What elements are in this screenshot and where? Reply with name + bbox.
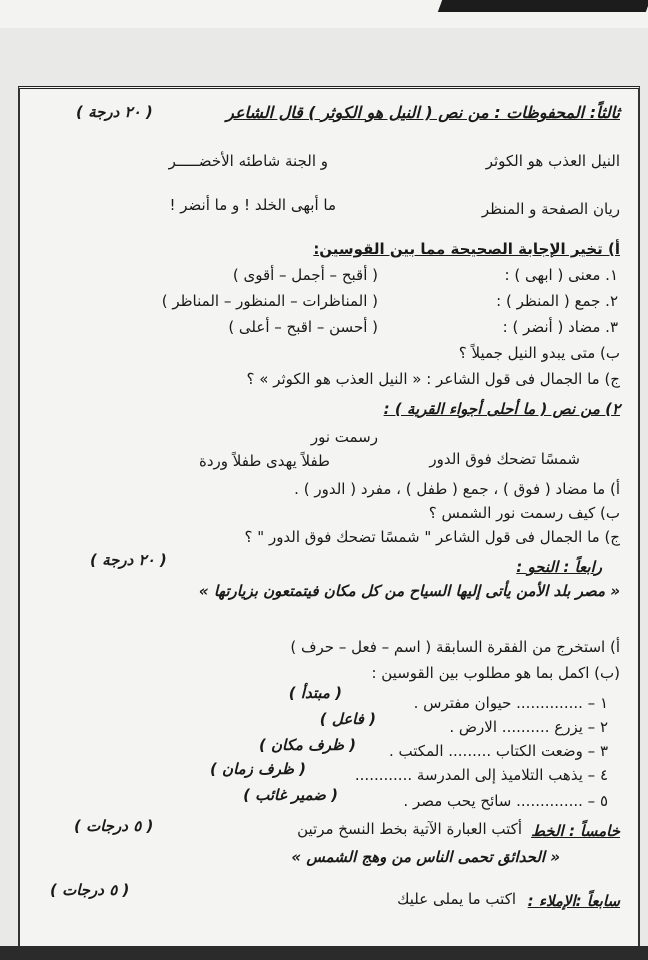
section3-question-c: ج) ما الجمال فى قول الشاعر : « النيل العذب هو الكوثر » ؟ xyxy=(246,370,620,388)
verse1-left: و الجنة شاطئه الأخضـــــر xyxy=(168,152,328,170)
s4-item5-hint: ( ضمير غائب ) xyxy=(243,786,338,804)
section3-question-a: أ) تخير الإجابة الصحيحة مما بين القوسين: xyxy=(313,240,620,258)
section3-question-b: ب) متى يبدو النيل جميلاً ؟ xyxy=(458,344,620,362)
s3-item2-question: ٢. جمع ( المنظر ) : xyxy=(496,292,618,310)
section6-title: سابعاً :الإملاء : xyxy=(527,892,620,910)
section3-title: ثالثاً: المحفوظات : من نص ( النيل هو الكوثر ) قال الشاعر xyxy=(226,103,620,122)
section5-points: ( ٥ درجات ) xyxy=(74,817,154,835)
exam-sheet xyxy=(18,86,640,949)
section5-instruction: أكتب العبارة الآتية بخط النسخ مرتين xyxy=(297,820,522,838)
part2-question-b: ب) كيف رسمت نور الشمس ؟ xyxy=(428,504,620,522)
part2-verse-right: شمسًا تضحك فوق الدور xyxy=(429,450,580,468)
part2-verse-left: طفلاً يهدى طفلاً وردة xyxy=(199,452,330,470)
s4-item3-hint: ( ظرف مكان ) xyxy=(258,736,356,754)
part2-title: ٢) من نص ( ما أحلى أجواء القرية ) : xyxy=(383,400,620,418)
section4-question-a: أ) استخرج من الفقرة السابقة ( اسم – فعل – حرف ) xyxy=(290,638,620,656)
s3-item2-options: ( المناظرات – المنظور – المناظر ) xyxy=(161,292,378,310)
section5-phrase: « الحدائق تحمى الناس من وهج الشمس » xyxy=(291,848,560,866)
section4-passage: « مصر بلد الأمن يأتى إليها السياح من كل مكان فيتمتعون بزيارتها » xyxy=(198,582,620,600)
section6-points: ( ٥ درجات ) xyxy=(50,881,130,899)
section4-title: رابعاً : النحو : xyxy=(516,558,602,576)
verse1-right: النيل العذب هو الكوثر xyxy=(485,152,620,170)
s4-item2-hint: ( فاعل ) xyxy=(319,710,376,728)
verse2-right: ريان الصفحة و المنظر xyxy=(481,200,620,218)
s4-item1-question: ١ – .............. حيوان مفترس . xyxy=(413,694,608,712)
s4-item3-question: ٣ – وضعت الكتاب ......... المكتب . xyxy=(389,742,608,760)
s3-item3-question: ٣. مضاد ( أنضر ) : xyxy=(502,318,618,336)
part2-question-c: ج) ما الجمال فى قول الشاعر " شمسًا تضحك فوق الدور " ؟ xyxy=(244,528,620,546)
section4-points: ( ٢٠ درجة ) xyxy=(90,551,167,569)
s4-item2-question: ٢ – يزرع .......... الارض . xyxy=(449,718,608,736)
verse2-left: ما أبهى الخلد ! و ما أنضر ! xyxy=(169,196,336,214)
s3-item3-options: ( أحسن – اقبح – أعلى ) xyxy=(228,318,378,336)
section5-title: خامساً : الخط xyxy=(531,822,620,840)
s3-item1-options: ( أقبح – أجمل – أقوى ) xyxy=(232,266,378,284)
s4-item4-hint: ( ظرف زمان ) xyxy=(209,760,306,778)
section6-instruction: اكتب ما يملى عليك xyxy=(397,890,516,908)
bottom-edge xyxy=(0,946,648,960)
s3-item1-question: ١. معنى ( ابهى ) : xyxy=(504,266,618,284)
top-dark-edge xyxy=(438,0,648,12)
part2-question-a: أ) ما مضاد ( فوق ) ، جمع ( طفل ) ، مفرد ( الدور ) . xyxy=(294,480,620,498)
s4-item5-question: ٥ – .............. سائح يحب مصر . xyxy=(403,792,608,810)
s4-item1-hint: ( مبتدأ ) xyxy=(288,684,342,702)
s4-item4-question: ٤ – يذهب التلاميذ إلى المدرسة ............ xyxy=(354,766,608,784)
section4-question-b: (ب) اكمل بما هو مطلوب بين القوسين : xyxy=(371,664,620,682)
part2-verse-top: رسمت نور xyxy=(310,428,378,446)
section3-points: ( ٢٠ درجة ) xyxy=(76,103,153,121)
